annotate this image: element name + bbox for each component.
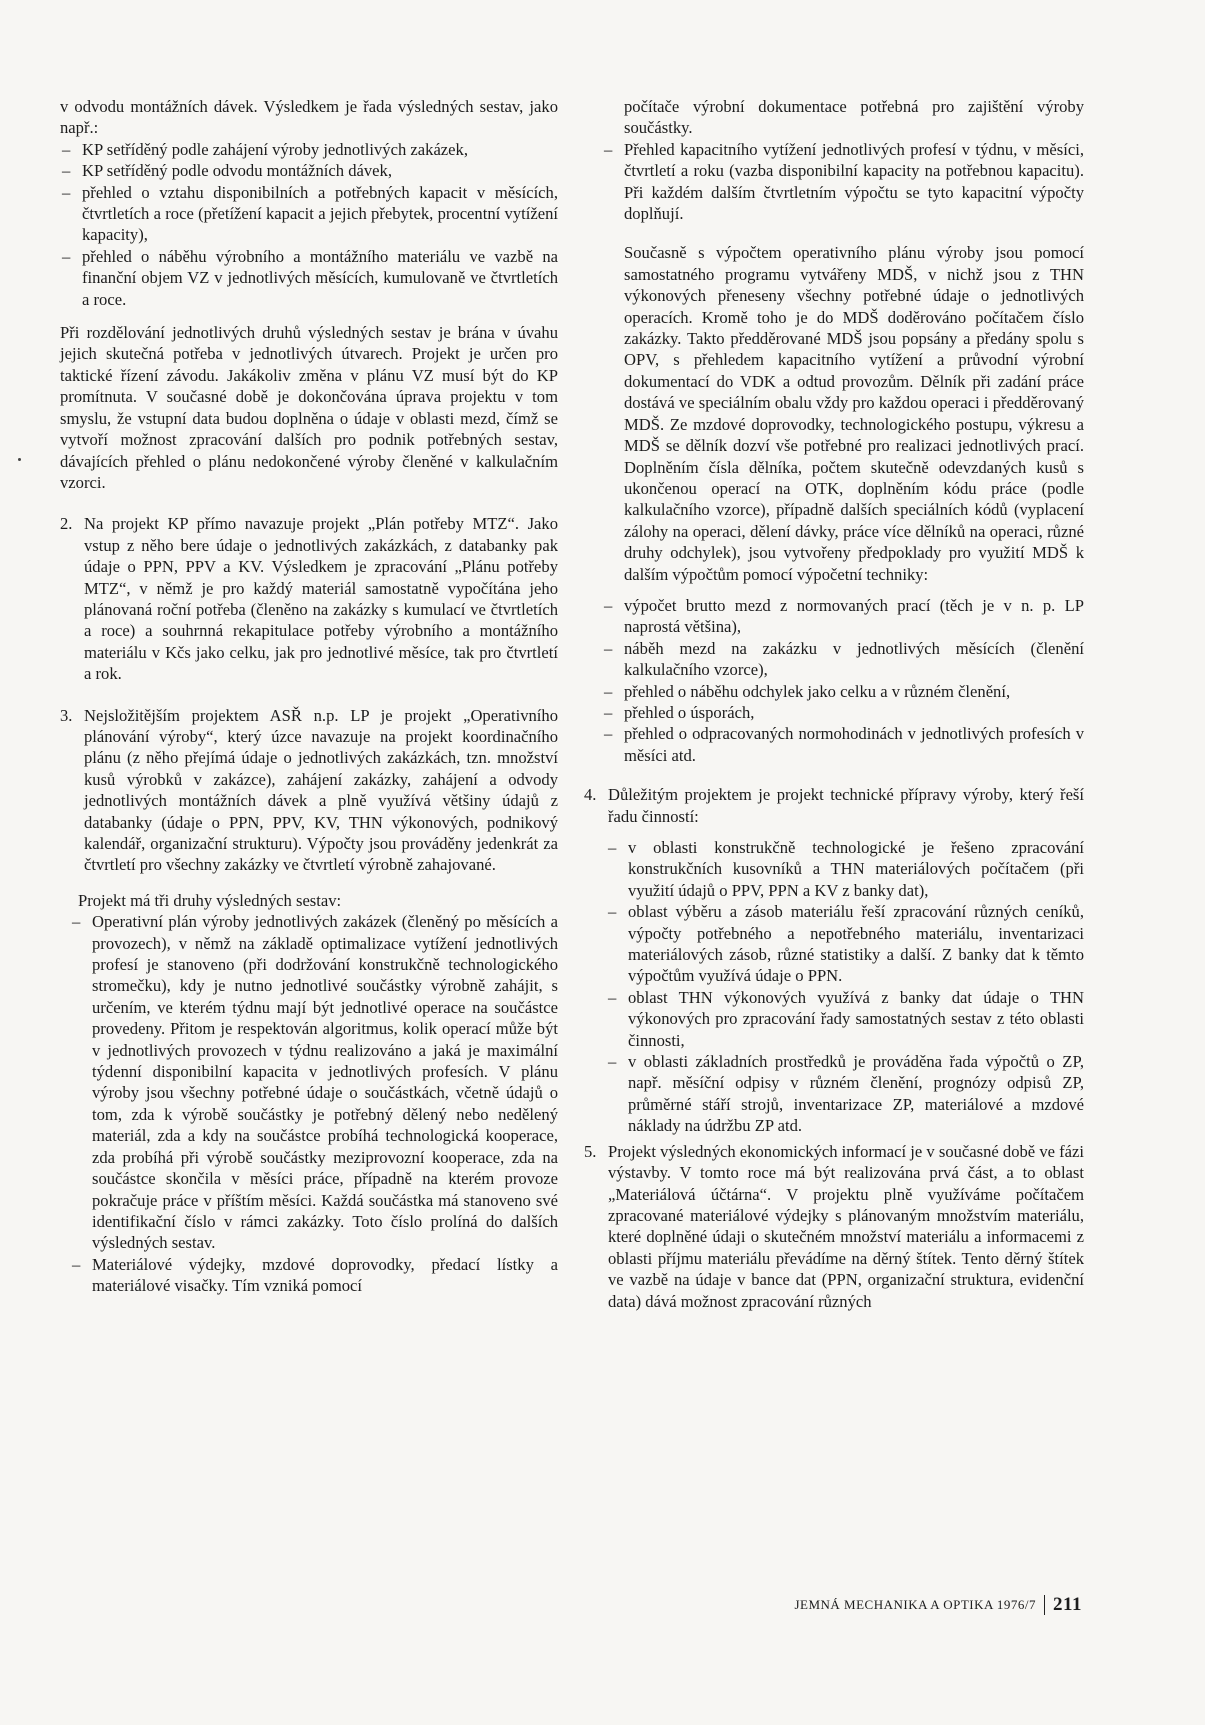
list-item: – přehled o odpracovaných normohodinách v jednotlivých profesích v měsíci atd. [602,723,1084,766]
project-item-2 [60,513,558,684]
item-text: Projekt výsledných ekonomických informací je v současné době ve fázi výstavby. V tomto roce má být realizována prvá část, a to oblast „Materiálová účtárna“. V projektu plně využíváme počítačem zpracované materiálové výdejky s plánovaným množstvím materiálu, které doplněné údaji o skutečném množství materiálu a informacemi z oblasti příjmu materiálu převádíme na děrný štítek. Tento děrný štítek ve vazbě na údaje v bance dat (PPN, organizační struktura, evidenční data) dává možnost zpracování různých [608,1141,1085,1311]
item-text: Nejsložitějším projektem ASŘ n.p. LP je projekt „Operativního plánování výroby“, který úzce navazuje na projekt koordinačního plánu (z něho přejímá údaje o jednotlivých zakázkách, tzn. množství kusů výrobků v zakázce), zahájení zakázky, zahájení a odvody jednotlivých montážních dávek a plně využívá většiny údajů z databanky (údaje o PPN, PPV, KV, THN výkonových, podnikový kalendář, organizační strukturu). Výpočty jsou prováděny jedenkrát za čtvrtletí pro všechny zakázky ve čtvrtletí výrobně zahajované. [84,705,558,875]
tpv-list [606,837,1084,1137]
paragraph-mds: Současně s výpočtem operativního plánu výroby jsou pomocí samostatného programu vytvářeny MDŠ, v nichž jsou z THN výkonových přeneseny všechny potřebné údaje o jednotlivých operacích. Kromě toho je do MDŠ doděrováno počítačem číslo zakázky. Takto předděrované MDŠ jsou popsány a předány spolu s OPV, s přehledem kapacitního vytížení a průvodní výrobní dokumentací do VDK a odtud provozům. Dělník při zadání práce dostává ve speciálním obalu vždy pro každou operaci i předděrovaný MDŠ. Ze mzdové doprovodky, technologického postupu, výkresu a MDŠ se dělník dozví vše potřebné pro realizaci jednotlivých prací. Doplněním čísla dělníka, počtem skutečně odevzdaných kusů s ukončenou operací na OTK, doplněním kódu práce (podle kalkulačního vzorce), případně dalších speciálních kódů (vyplacení zálohy na operaci, dělení dávky, práce více dělníků na operaci, různé druhy odchylek), jsou vytvořeny předpoklady pro využití MDŠ k dalším výpočtům pomocí výpočetní techniky: [624,243,1084,584]
item-number: 3. [60,705,73,725]
result-list-op [70,911,558,1296]
list-item: – výpočet brutto mezd z normovaných prací (těch je v n. p. LP naprostá většina), [602,595,1084,638]
list-item: – v oblasti konstrukčně technologické je řešeno zpracování konstrukčních kusovníků a THN materiálových počítačem (při využití údajů o PPV, PPN a KV z banky dat), [606,837,1084,901]
list-item: – přehled o vztahu disponibilních a potřebných kapacit v měsících, čtvrtletích a roce (přetížení kapacit a jejich přebytek, procentní vytížení kapacity), [60,182,558,246]
continuation-list [602,139,1084,225]
numbered-projects-right [584,784,1084,1312]
scan-speck [18,458,21,461]
list-item: – náběh mezd na zakázku v jednotlivých měsících (členění kalkulačního vzorce), [602,638,1084,681]
list-item: – přehled o úsporách, [602,702,1084,723]
project-item-3 [60,705,558,1297]
project-item-5 [584,1141,1084,1312]
footer-divider [1044,1595,1045,1615]
list-item: – Materiálové výdejky, mzdové doprovodky, předací lístky a materiálové visačky. Tím vzniká pomocí [70,1254,558,1297]
right-column [584,97,1085,1312]
item-number: 4. [584,785,597,805]
item-number: 2. [60,514,73,534]
left-intro: v odvodu montážních dávek. Výsledkem je řada výsledných sestav, jako např.: [60,97,558,138]
mds-list [602,595,1084,766]
list-item: – KP setříděný podle zahájení výroby jednotlivých zakázek, [60,139,558,160]
list-item: – oblast THN výkonových využívá z banky dat údaje o THN výkonových pro zpracování řady samostatných sestav z této oblasti činnosti, [606,987,1084,1051]
page-footer [758,1594,1082,1616]
list-item: – KP setříděný podle odvodu montážních dávek, [60,160,558,181]
list-item: – Operativní plán výroby jednotlivých zakázek (členěný po měsících a provozech), v němž na základě optimalizace vytížení jednotlivých profesí je stanoveno (při dodržování konstrukčně technologického stromečku), kdy je nutno jednotlivé součástky výrobně zahájit, s určením, ve kterém týdnu mají být jednotlivé operace na součástce provedeny. Přitom je respektován algoritmus, kolik operací může být v jednotlivých provozech v týdnu realizováno a jaká je maximální týdenní disponibilní kapacita v jednotlivých profesích. V plánu výroby jsou všechny potřebné údaje o součástkách, včetně údajů o tom, zda k výrobě součástky je potřebný dělený nebo nedělený materiál, zda a kdy na součástce probíhá technologická kooperace, zda probíhá při výrobě součástky meziprovozní kooperace, zda na součástce skončila v měsíci práce, případně na kterém provoze pokračuje práce v příštím měsíci. Každá součástka má stanoveno své identifikační číslo v rámci zakázky. Toto číslo prolíná do dalších výsledných sestav. [70,911,558,1254]
list-item: – přehled o náběhu výrobního a montážního materiálu ve vazbě na finanční objem VZ v jednotlivých měsících, kumulovaně ve čtvrtletích a roce. [60,246,558,310]
list-item: – Přehled kapacitního vytížení jednotlivých profesí v týdnu, v měsíci, čtvrtletí a roku (vazba disponibilní kapacity na potřebnou kapacitu). Při každém dalším čtvrtletním výpočtu se tyto kapacitní výpočty doplňují. [602,139,1084,225]
list-item: – v oblasti základních prostředků je prováděna řada výpočtů o ZP, např. měsíční odpisy v různém členění, prognózy odpisů ZP, průměrné stáří strojů, inventarizace ZP, materiálové a mzdové náklady na údržbu ZP atd. [606,1051,1084,1137]
item-number: 5. [584,1141,597,1161]
numbered-projects-left [60,513,558,1296]
item-text: Důležitým projektem je projekt technické přípravy výroby, který řeší řadu činností: [608,785,1084,826]
list-item: – oblast výběru a zásob materiálu řeší zpracování různých ceníků, výpočty potřebného a nepotřebného materiálu, inventarizaci materiálových zásob, různé statistiky a další. Z banky dat k těmto výpočtům využívá údaje o PPN. [606,901,1084,987]
paragraph-sestavy: Při rozdělování jednotlivých druhů výsledných sestav je brána v úvahu jejich skutečná potřeba v jednotlivých útvarech. Projekt je určen pro taktické řízení závodu. Jakákoliv změna v plánu VZ musí být do KP promítnuta. V současné době je dokončována úprava projektu v tom smyslu, že vstupní data budou doplněna o údaje v oblasti mezd, čímž se vytvoří možnost zpracování dalších pro podnik potřebných sestav, dávajících přehled o plánu nedokončené výroby členěné v kalkulačním vzorci. [60,323,558,492]
item-subheading: Projekt má tři druhy výsledných sestav: [78,890,342,910]
journal-name: JEMNÁ MECHANIKA A OPTIKA 1976/7 [794,1597,1037,1612]
result-list-kp [60,139,558,310]
left-column [60,96,558,1297]
project-item-4 [584,784,1084,1137]
item-text: Na projekt KP přímo navazuje projekt „Plán potřeby MTZ“. Jako vstup z něho bere údaje o jednotlivých zakázkách, z databanky pak údaje o PPN, PPV a KV. Výsledkem je zpracování „Plánu potřeby MTZ“, v němž je pro každý materiál samostatně vypočítána jeho plánovaná roční potřeba (členěno na zakázky s kumulací ve čtvrtletích a roce) a souhrnná rekapitulace potřeby výrobního a montážního materiálu v Kčs jako celku, jak pro jednotlivé měsíce, tak pro čtvrtletí a rok. [84,514,558,684]
page-number: 211 [1053,1594,1082,1615]
list-item: – přehled o náběhu odchylek jako celku a v různém členění, [602,681,1084,702]
continuation-text: počítače výrobní dokumentace potřebná pro zajištění výroby součástky. [624,97,1084,138]
